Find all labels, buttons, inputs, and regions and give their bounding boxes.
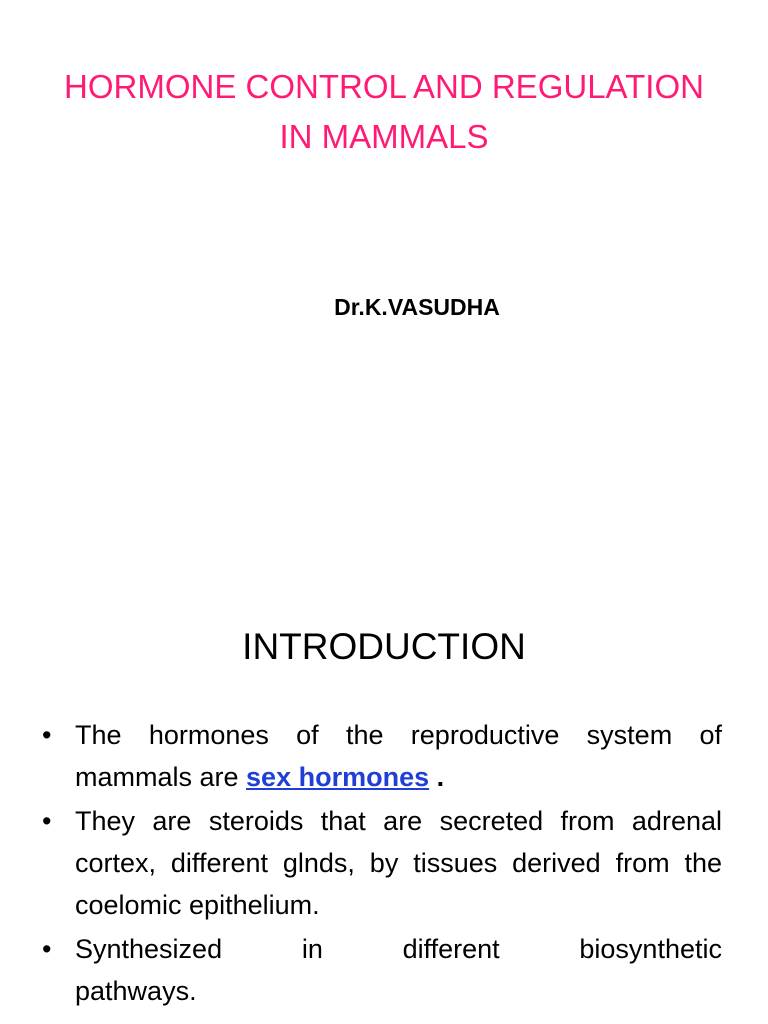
bullet-word: biosynthetic [579, 934, 722, 964]
bullet-word: Synthesized [75, 934, 223, 964]
bullet-text: The hormones of the reproductive system of mammals are [75, 720, 722, 792]
bullet-dot: • [42, 720, 52, 750]
bullet-text-end: . [429, 762, 445, 792]
bullet-text: They are steroids that are secreted from adrenal cortex, different glnds, by tissues derived from the coelomic epithelium. [75, 806, 722, 920]
section-heading: INTRODUCTION [242, 626, 526, 667]
bullet-item [40, 800, 722, 926]
bullet-dot: • [42, 934, 52, 964]
introduction-slide [0, 600, 768, 1024]
sex-hormones-link[interactable]: sex hormones [246, 762, 430, 792]
bullet-word: in [301, 934, 323, 964]
title-line-1: HORMONE CONTROL AND REGULATION [64, 68, 704, 105]
bullet-item [40, 928, 722, 1012]
title-line-2: IN MAMMALS [279, 118, 489, 155]
bullet-line-2: pathways. [75, 976, 197, 1006]
bullet-item [40, 714, 722, 798]
presentation-title [0, 62, 768, 162]
author-name: Dr.K.VASUDHA [334, 294, 500, 320]
bullet-dot: • [42, 806, 52, 836]
bullet-line-justified [75, 928, 722, 970]
bullet-list [40, 714, 722, 1014]
title-slide [0, 0, 768, 420]
bullet-word: different [402, 934, 500, 964]
